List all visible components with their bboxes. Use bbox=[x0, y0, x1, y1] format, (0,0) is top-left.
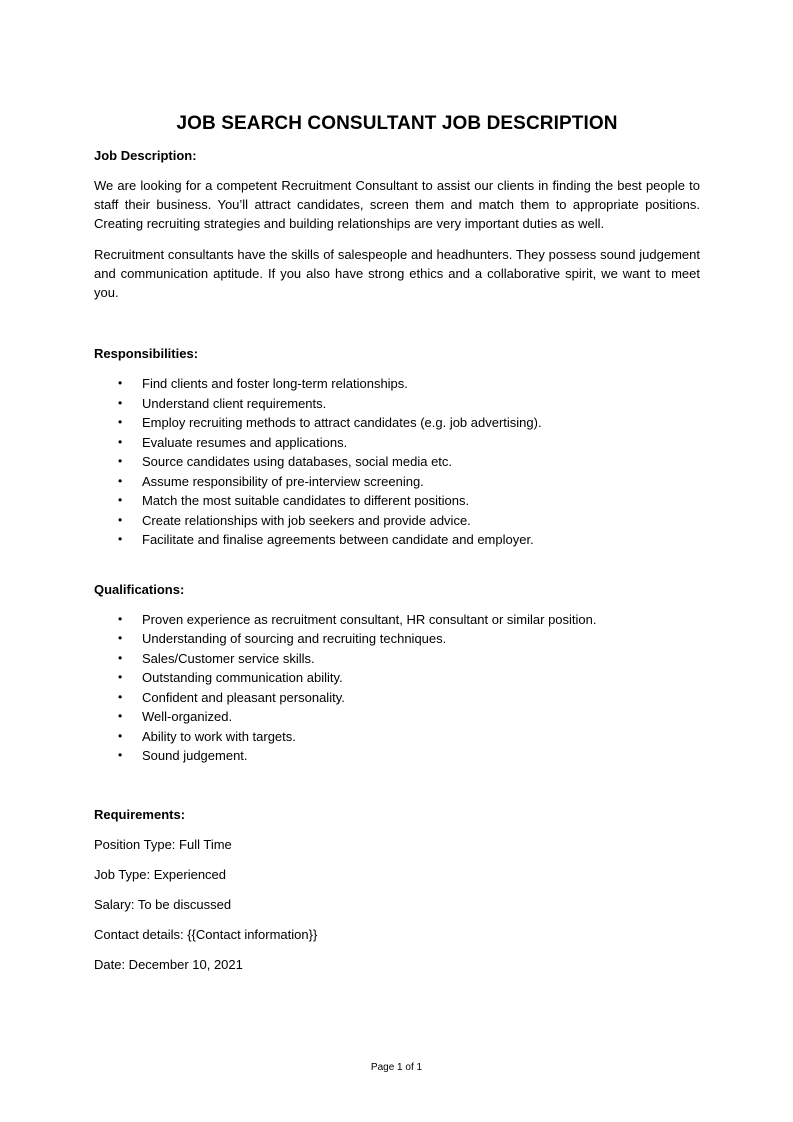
list-item: • Create relationships with job seekers and provide advice. bbox=[94, 511, 700, 531]
list-item: • Outstanding communication ability. bbox=[94, 668, 700, 688]
list-item: • Understand client requirements. bbox=[94, 394, 700, 414]
bullet-icon: • bbox=[118, 434, 123, 449]
bullet-icon: • bbox=[118, 650, 123, 665]
requirement-job-type: Job Type: Experienced bbox=[94, 866, 227, 882]
list-item: • Understanding of sourcing and recruiting techniques. bbox=[94, 629, 700, 649]
list-item: • Source candidates using databases, social media etc. bbox=[94, 452, 700, 472]
job-description-paragraph-2: Recruitment consultants have the skills of salespeople and headhunters. They possess sound judgement and communication aptitude. If you also have strong ethics and a collaborative spirit, we want to meet you. bbox=[94, 247, 700, 300]
bullet-icon: • bbox=[118, 670, 123, 684]
bullet-icon: • bbox=[118, 532, 123, 546]
bullet-icon: • bbox=[118, 748, 123, 762]
bullet-icon: • bbox=[118, 709, 123, 723]
requirement-position-type: Position Type: Full Time bbox=[94, 836, 232, 852]
responsibilities-heading: Responsibilities: bbox=[94, 346, 199, 361]
bullet-icon: • bbox=[118, 611, 123, 626]
requirements-heading: Requirements: bbox=[94, 806, 186, 822]
bullet-icon: • bbox=[118, 512, 123, 527]
list-item: • Well-organized. bbox=[94, 707, 700, 727]
bullet-icon: • bbox=[118, 689, 123, 704]
bullet-icon: • bbox=[118, 473, 123, 488]
bullet-icon: • bbox=[118, 415, 123, 429]
qualifications-list bbox=[94, 610, 700, 766]
document-title: JOB SEARCH CONSULTANT JOB DESCRIPTION bbox=[176, 113, 618, 134]
list-item: • Ability to work with targets. bbox=[94, 727, 700, 747]
job-description-paragraph-1: We are looking for a competent Recruitment Consultant to assist our clients in finding the best people to staff their business. You’ll attract candidates, screen them and match them to appropriate positions. Creating recruiting strategies and building relationships are very important duties as well. bbox=[94, 178, 700, 231]
list-item: • Match the most suitable candidates to different positions. bbox=[94, 491, 700, 511]
list-item: • Facilitate and finalise agreements between candidate and employer. bbox=[94, 530, 700, 550]
bullet-icon: • bbox=[118, 376, 123, 390]
requirement-contact-details: Contact details: {{Contact information}} bbox=[94, 926, 318, 942]
page-number-footer: Page 1 of 1 bbox=[370, 1062, 423, 1073]
list-item: • Employ recruiting methods to attract candidates (e.g. job advertising). bbox=[94, 413, 700, 433]
job-description-heading: Job Description: bbox=[94, 148, 197, 163]
bullet-icon: • bbox=[118, 728, 123, 743]
responsibilities-list bbox=[94, 374, 700, 550]
bullet-icon: • bbox=[118, 395, 123, 410]
bullet-icon: • bbox=[118, 493, 123, 507]
list-item: • Sales/Customer service skills. bbox=[94, 649, 700, 669]
list-item: • Assume responsibility of pre-interview screening. bbox=[94, 472, 700, 492]
list-item: • Sound judgement. bbox=[94, 746, 700, 766]
list-item: • Find clients and foster long-term relationships. bbox=[94, 374, 700, 394]
requirement-salary: Salary: To be discussed bbox=[94, 896, 232, 912]
document-content bbox=[94, 113, 700, 973]
list-item: • Confident and pleasant personality. bbox=[94, 688, 700, 708]
qualifications-heading: Qualifications: bbox=[94, 581, 185, 597]
bullet-icon: • bbox=[118, 454, 123, 468]
list-item: • Evaluate resumes and applications. bbox=[94, 433, 700, 453]
list-item: • Proven experience as recruitment consultant, HR consultant or similar position. bbox=[94, 610, 700, 630]
bullet-icon: • bbox=[118, 631, 123, 645]
requirement-date: Date: December 10, 2021 bbox=[94, 956, 243, 972]
